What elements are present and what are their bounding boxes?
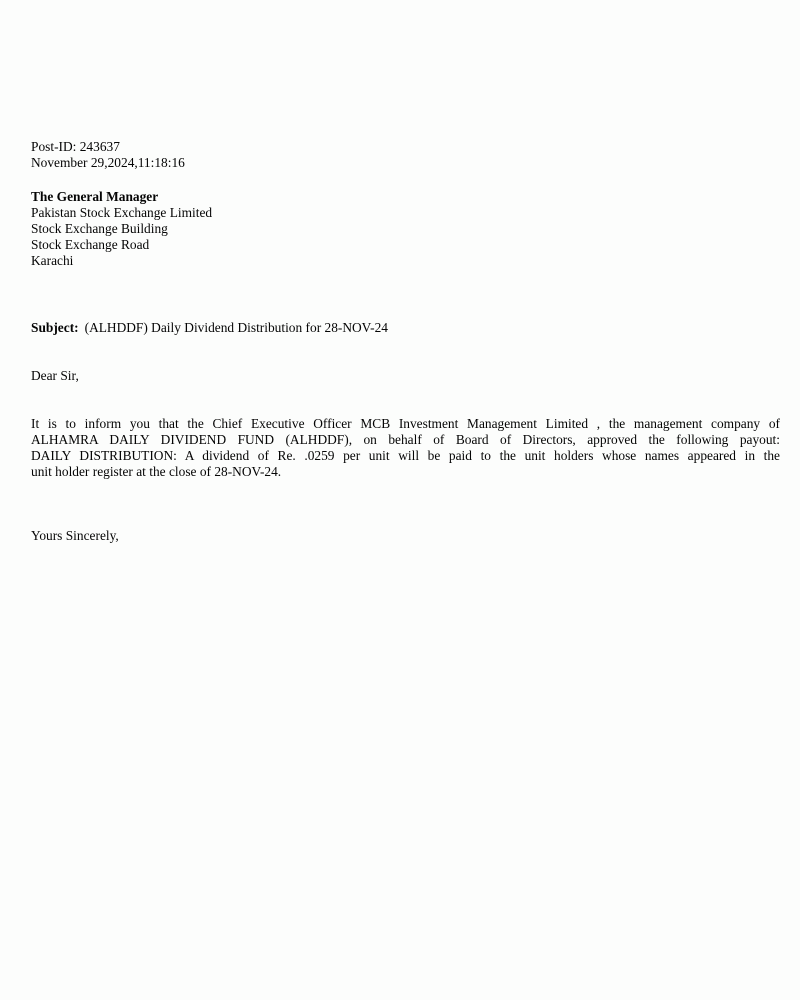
body-paragraph: [31, 416, 780, 480]
recipient-address-block: [31, 189, 780, 269]
letter-meta: [31, 139, 780, 171]
recipient-address-line-2: Stock Exchange Building: [31, 221, 168, 236]
subject-label: Subject:: [31, 320, 79, 335]
subject-text: (ALHDDF) Daily Dividend Distribution for 28-NOV-24: [84, 320, 388, 335]
datetime-line: November 29,2024,11:18:16: [31, 155, 185, 170]
post-id-line: Post-ID: 243637: [31, 139, 120, 154]
body-line-1: It is to inform you that the Chief Executive Officer MCB Investment Management Limited , the management company of: [31, 416, 780, 431]
body-line-2: ALHAMRA DAILY DIVIDEND FUND (ALHDDF), on behalf of Board of Directors, approved the following payout:: [31, 432, 780, 447]
recipient-address-line-4: Karachi: [31, 253, 74, 268]
body-line-4: unit holder register at the close of 28-NOV-24.: [31, 464, 282, 479]
salutation: Dear Sir,: [31, 368, 79, 383]
subject-line: [31, 320, 780, 336]
closing: Yours Sincerely,: [31, 528, 119, 543]
recipient-name: The General Manager: [31, 189, 159, 204]
recipient-address-line-1: Pakistan Stock Exchange Limited: [31, 205, 213, 220]
recipient-address-line-3: Stock Exchange Road: [31, 237, 150, 252]
body-line-3: DAILY DISTRIBUTION: A dividend of Re. .0259 per unit will be paid to the unit holders whose names appeared in the: [31, 448, 780, 463]
